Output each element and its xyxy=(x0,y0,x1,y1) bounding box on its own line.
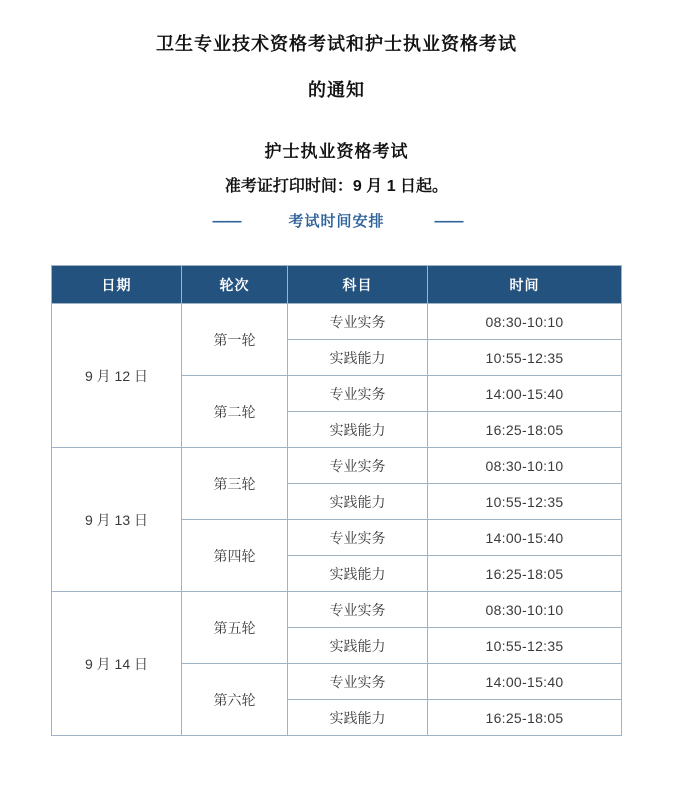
subject-cell: 实践能力 xyxy=(288,556,428,592)
time-cell: 10:55-12:35 xyxy=(428,628,622,664)
schedule-section-title: 考试时间安排 xyxy=(288,213,385,230)
time-cell: 16:25-18:05 xyxy=(428,412,622,448)
subject-cell: 专业实务 xyxy=(288,520,428,556)
subject-cell: 专业实务 xyxy=(288,376,428,412)
table-row xyxy=(52,592,622,628)
table-header-row xyxy=(52,266,622,304)
subject-cell: 专业实务 xyxy=(288,664,428,700)
time-cell: 16:25-18:05 xyxy=(428,700,622,736)
subject-cell: 实践能力 xyxy=(288,628,428,664)
round-cell: 第六轮 xyxy=(182,664,288,736)
round-cell: 第二轮 xyxy=(182,376,288,448)
table-row xyxy=(52,304,622,340)
time-cell: 08:30-10:10 xyxy=(428,592,622,628)
subject-cell: 专业实务 xyxy=(288,448,428,484)
column-header-subject: 科目 xyxy=(288,266,428,304)
round-cell: 第三轮 xyxy=(182,448,288,520)
subject-cell: 专业实务 xyxy=(288,304,428,340)
table-row xyxy=(52,448,622,484)
right-dash-decoration: —— xyxy=(434,213,461,230)
date-cell: 9 月 12 日 xyxy=(52,304,182,448)
subject-cell: 实践能力 xyxy=(288,340,428,376)
column-header-date: 日期 xyxy=(52,266,182,304)
time-cell: 14:00-15:40 xyxy=(428,520,622,556)
time-cell: 16:25-18:05 xyxy=(428,556,622,592)
subject-cell: 实践能力 xyxy=(288,484,428,520)
admission-ticket-print-time: 准考证打印时间：9 月 1 日起。 xyxy=(224,178,449,195)
round-cell: 第五轮 xyxy=(182,592,288,664)
left-dash-decoration: —— xyxy=(212,213,239,230)
column-header-time: 时间 xyxy=(428,266,622,304)
time-cell: 10:55-12:35 xyxy=(428,340,622,376)
subject-cell: 专业实务 xyxy=(288,592,428,628)
schedule-table-container xyxy=(0,265,673,736)
round-cell: 第一轮 xyxy=(182,304,288,376)
date-cell: 9 月 14 日 xyxy=(52,592,182,736)
round-cell: 第四轮 xyxy=(182,520,288,592)
time-cell: 14:00-15:40 xyxy=(428,376,622,412)
date-cell: 9 月 13 日 xyxy=(52,448,182,592)
time-cell: 08:30-10:10 xyxy=(428,448,622,484)
notice-title-line2: 的通知 xyxy=(308,80,365,100)
exam-schedule-table xyxy=(51,265,622,736)
exam-name-heading: 护士执业资格考试 xyxy=(264,142,409,161)
time-cell: 14:00-15:40 xyxy=(428,664,622,700)
time-cell: 10:55-12:35 xyxy=(428,484,622,520)
time-cell: 08:30-10:10 xyxy=(428,304,622,340)
column-header-round: 轮次 xyxy=(182,266,288,304)
subject-cell: 实践能力 xyxy=(288,700,428,736)
notice-title-line1: 卫生专业技术资格考试和护士执业资格考试 xyxy=(156,34,517,54)
subject-cell: 实践能力 xyxy=(288,412,428,448)
schedule-section-heading xyxy=(0,213,673,231)
